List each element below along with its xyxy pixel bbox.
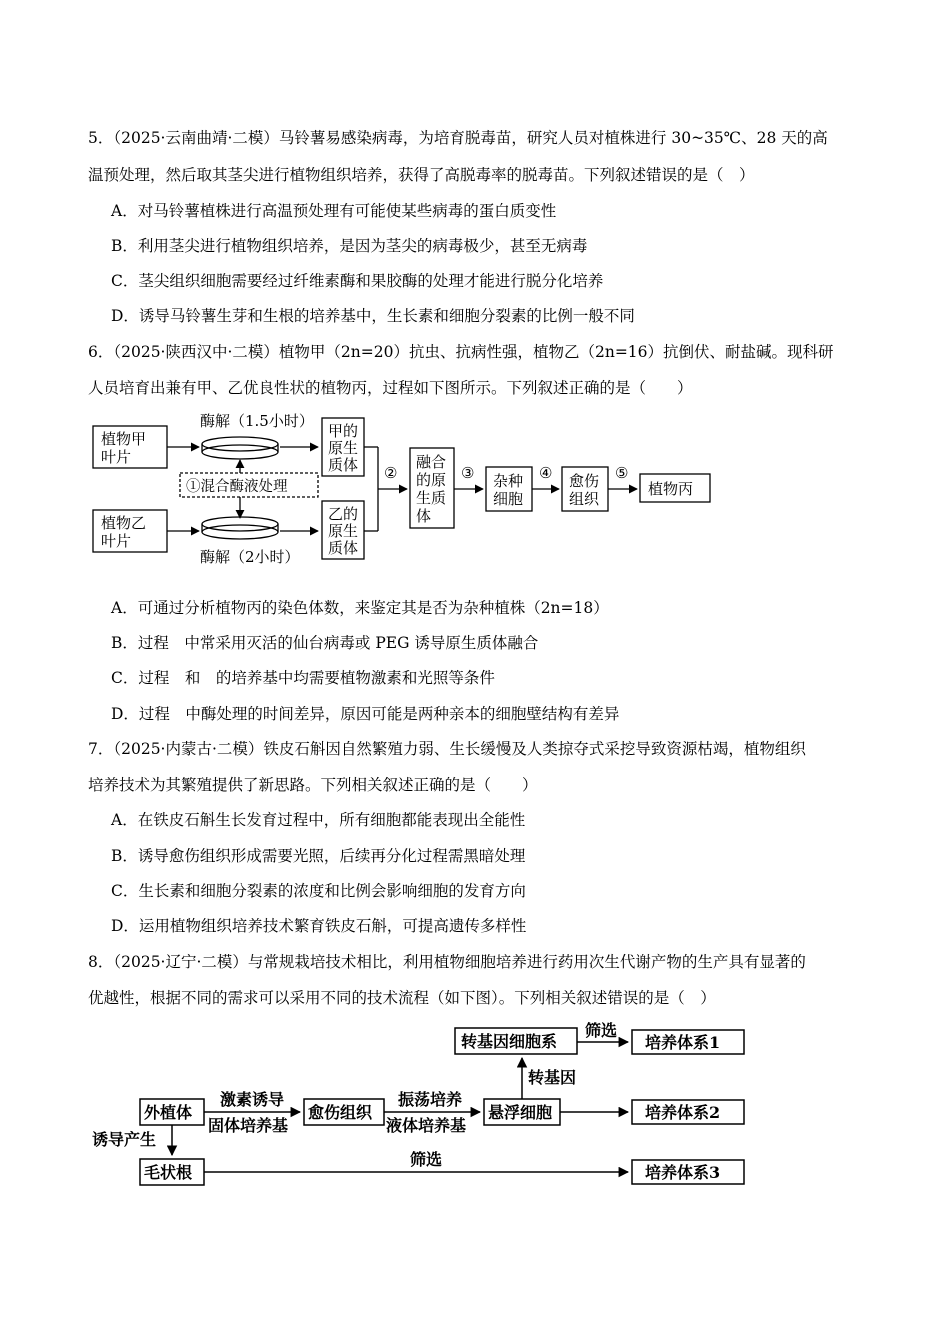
transgene-label: 转基因 — [528, 1068, 577, 1087]
protoplast-a-t3: 质体 — [328, 456, 359, 474]
leaf-b-text1: 植物乙 — [101, 514, 147, 532]
plant-c-label: 植物丙 — [648, 480, 694, 498]
petri-dish-bottom-icon — [202, 517, 278, 531]
q7-option-c: C．生长素和细胞分裂素的浓度和比例会影响细胞的发育方向 — [111, 882, 526, 900]
fused-t1: 融合 — [416, 453, 447, 471]
protoplast-a-t2: 原生 — [328, 439, 359, 457]
q8-stem-line1: 8．（2025·辽宁·二模）与常规栽培技术相比，利用植物细胞培养进行药用次生代谢产物的生产具有显著的 — [88, 953, 806, 971]
screen-top-label: 筛选 — [585, 1021, 618, 1040]
enzyme-bottom-label: 酶解（2小时） — [200, 548, 300, 566]
leaf-a-text2: 叶片 — [101, 448, 132, 466]
q7-stem-line2: 培养技术为其繁殖提供了新思路。下列相关叙述正确的是（ ） — [88, 776, 538, 794]
liquid-medium-label: 液体培养基 — [386, 1116, 467, 1135]
protoplast-b-t1: 乙的 — [328, 505, 359, 523]
q5-option-c: C．茎尖组织细胞需要经过纤维素酶和果胶酶的处理才能进行脱分化培养 — [111, 272, 604, 290]
q5-stem-line1: 5．（2025·云南曲靖·二模）马铃薯易感染病毒，为培育脱毒苗，研究人员对植株进行 30~35℃、28 天的高 — [88, 129, 828, 147]
callus-label-8: 愈伤组织 — [308, 1103, 373, 1122]
explant-label: 外植体 — [144, 1103, 193, 1122]
induce-label: 诱导产生 — [92, 1130, 157, 1149]
petri-dish-top-icon — [202, 437, 278, 451]
petri-dish-top-base — [202, 445, 278, 459]
mix-enzyme-label: ①混合酶液处理 — [186, 479, 288, 495]
step-5-label: ⑤ — [615, 464, 629, 482]
step-4-label: ④ — [539, 464, 553, 482]
hybrid-t2: 细胞 — [493, 490, 524, 508]
transgenic-line-label: 转基因细胞系 — [461, 1032, 558, 1051]
q7-option-a: A．在铁皮石斛生长发育过程中，所有细胞都能表现出全能性 — [111, 811, 526, 829]
hormone-label: 激素诱导 — [220, 1090, 285, 1109]
system1-label: 培养体系1 — [645, 1033, 721, 1052]
protoplast-b-t2: 原生 — [328, 522, 359, 540]
fused-t4: 体 — [416, 507, 432, 525]
leaf-a-text1: 植物甲 — [101, 430, 147, 448]
fused-t2: 的原 — [416, 471, 447, 489]
hybrid-t1: 杂种 — [493, 472, 524, 490]
q6-option-d: D．过程 中酶处理的时间差异，原因可能是两种亲本的细胞壁结构有差异 — [111, 705, 620, 723]
system3-label: 培养体系3 — [645, 1163, 721, 1182]
q7-option-d: D．运用植物组织培养技术繁育铁皮石斛，可提高遗传多样性 — [111, 917, 527, 935]
suspension-label: 悬浮细胞 — [488, 1103, 553, 1122]
callus-t2: 组织 — [569, 490, 600, 508]
q5-option-d: D．诱导马铃薯生芽和生根的培养基中，生长素和细胞分裂素的比例一般不同 — [111, 307, 635, 325]
petri-dish-bottom-base — [202, 525, 278, 539]
q6-option-c: C．过程 和 的培养基中均需要植物激素和光照等条件 — [111, 669, 495, 687]
q7-option-b: B．诱导愈伤组织形成需要光照，后续再分化过程需黑暗处理 — [111, 847, 526, 865]
system2-label: 培养体系2 — [645, 1103, 721, 1122]
protoplast-a-t1: 甲的 — [328, 422, 359, 440]
step-2-label: ② — [384, 464, 398, 482]
screen-bottom-label: 筛选 — [410, 1150, 443, 1169]
callus-t1: 愈伤 — [569, 472, 600, 490]
hairy-root-label: 毛状根 — [144, 1163, 193, 1182]
leaf-b-text2: 叶片 — [101, 532, 132, 550]
q5-stem-line2: 温预处理，然后取其茎尖进行植物组织培养，获得了高脱毒率的脱毒苗。下列叙述错误的是（ ） — [88, 166, 755, 184]
enzyme-top-label: 酶解（1.5小时） — [200, 412, 314, 430]
q6-diagram — [0, 400, 950, 580]
q8-diagram — [0, 1015, 950, 1195]
shake-label: 振荡培养 — [398, 1090, 463, 1109]
q5-option-a: A．对马铃薯植株进行高温预处理有可能使某些病毒的蛋白质变性 — [111, 202, 557, 220]
q6-option-b: B．过程 中常采用灭活的仙台病毒或 PEG 诱导原生质体融合 — [111, 634, 539, 652]
q6-stem-line1: 6．（2025·陕西汉中·二模）植物甲（2n=20）抗虫、抗病性强，植物乙（2n=16）抗倒伏、耐盐碱。现科研 — [88, 343, 834, 361]
fused-t3: 生质 — [416, 489, 447, 507]
solid-medium-label: 固体培养基 — [208, 1116, 289, 1135]
protoplast-b-t3: 质体 — [328, 539, 359, 557]
step-3-label: ③ — [461, 464, 475, 482]
q7-stem-line1: 7．（2025·内蒙古·二模）铁皮石斛因自然繁殖力弱、生长缓慢及人类掠夺式采挖导致资源枯竭，植物组织 — [88, 740, 806, 758]
q6-stem-line2: 人员培育出兼有甲、乙优良性状的植物丙，过程如下图所示。下列叙述正确的是（ ） — [88, 379, 693, 397]
q6-option-a: A．可通过分析植物丙的染色体数，来鉴定其是否为杂种植株（2n=18） — [111, 599, 609, 617]
q8-stem-line2: 优越性，根据不同的需求可以采用不同的技术流程（如下图）。下列相关叙述错误的是（ ） — [88, 989, 716, 1007]
q5-option-b: B．利用茎尖进行植物组织培养，是因为茎尖的病毒极少，甚至无病毒 — [111, 237, 588, 255]
